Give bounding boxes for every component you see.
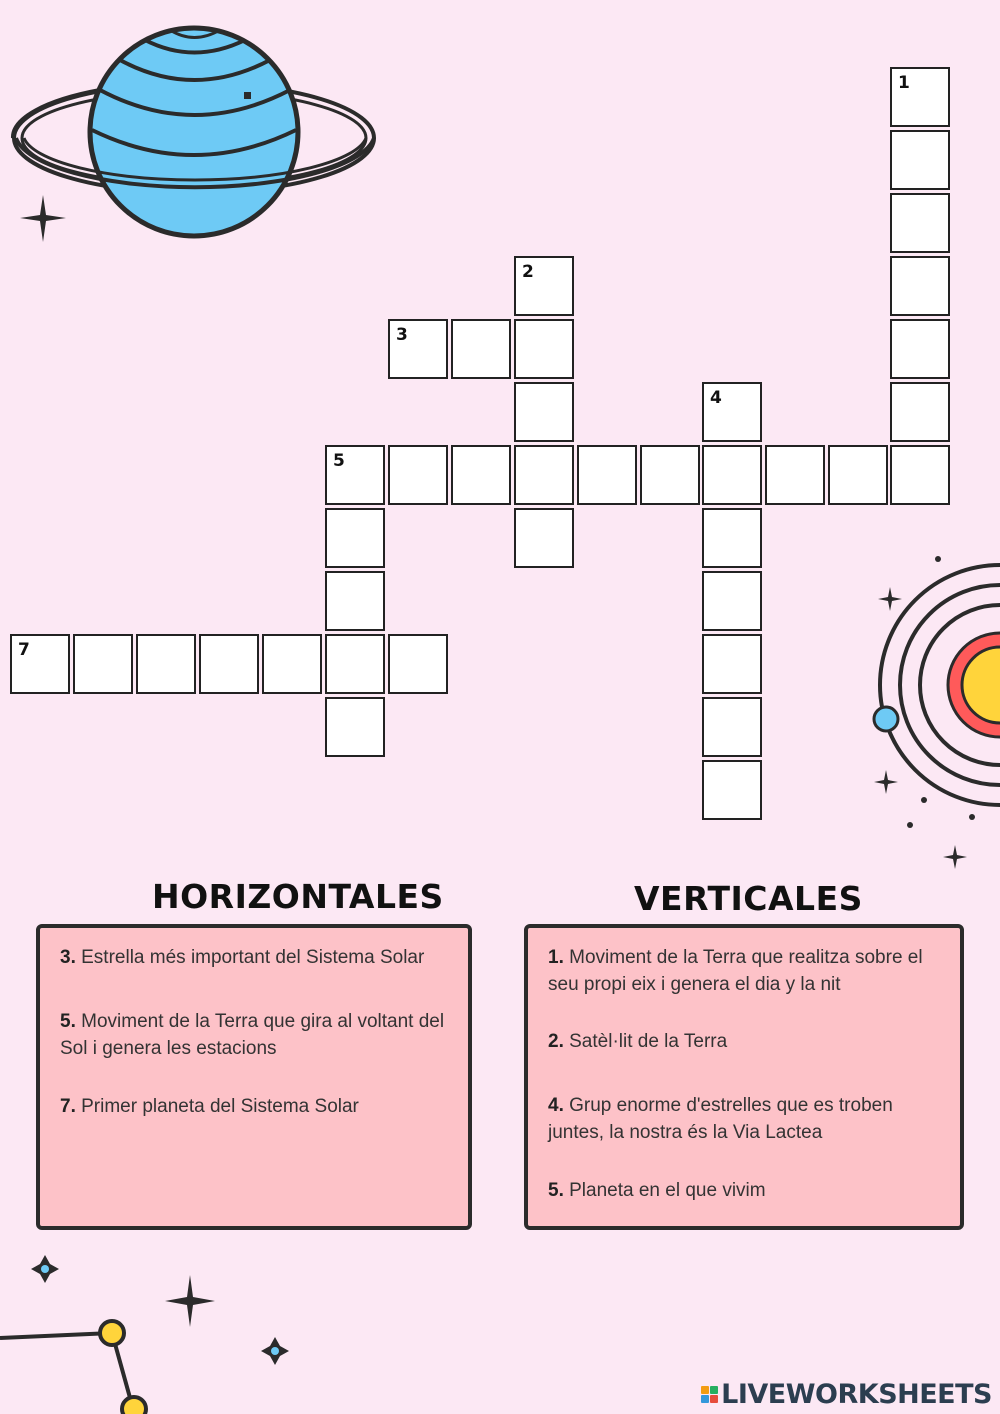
cell-input[interactable] <box>201 636 257 692</box>
cell-input[interactable] <box>704 510 760 566</box>
cell-input[interactable] <box>75 636 131 692</box>
horizontal-clue-7 <box>60 1093 460 1120</box>
cell-input[interactable] <box>830 447 886 503</box>
cell-1-6[interactable] <box>890 382 950 442</box>
cell-5h-5[interactable] <box>577 445 637 505</box>
cell-7-5[interactable] <box>262 634 322 694</box>
cell-input[interactable] <box>704 762 760 818</box>
clue-num: 1. <box>548 947 564 968</box>
cell-4-5[interactable] <box>702 634 762 694</box>
cell-input[interactable] <box>579 447 635 503</box>
clue-text: Grup enorme d'estrelles que es troben juntes, la nostra és la Via Lactea <box>548 1095 893 1143</box>
solar-system-icon <box>860 545 1000 875</box>
cell-input[interactable] <box>516 384 572 440</box>
cell-input[interactable] <box>642 447 698 503</box>
brand-name: LIVEWORKSHEETS <box>721 1379 992 1410</box>
cell-input[interactable] <box>704 636 760 692</box>
cell-5h-8[interactable] <box>765 445 825 505</box>
cell-7-2[interactable] <box>73 634 133 694</box>
cell-5v-3[interactable] <box>325 571 385 631</box>
cell-1-2[interactable] <box>890 130 950 190</box>
cell-2-5[interactable] <box>514 508 574 568</box>
cell-input[interactable] <box>453 321 509 377</box>
cell-input[interactable] <box>327 573 383 629</box>
cell-input[interactable] <box>12 636 68 692</box>
cell-1-5[interactable] <box>890 319 950 379</box>
cell-2-2[interactable] <box>514 319 574 379</box>
vertical-clue-5 <box>548 1177 948 1204</box>
cell-input[interactable] <box>704 573 760 629</box>
cell-5h-9[interactable] <box>828 445 888 505</box>
cell-5v-2[interactable] <box>325 508 385 568</box>
cell-5h-10[interactable] <box>890 445 950 505</box>
horizontal-clue-3 <box>60 944 460 971</box>
cell-input[interactable] <box>390 447 446 503</box>
cell-input[interactable] <box>704 699 760 755</box>
cell-input[interactable] <box>516 447 572 503</box>
clue-text: Moviment de la Terra que realitza sobre el seu propi eix i genera el dia y la nit <box>548 947 923 995</box>
cell-input[interactable] <box>327 447 383 503</box>
cell-5h-4[interactable] <box>514 445 574 505</box>
clue-number-2: 2 <box>522 262 534 282</box>
cell-input[interactable] <box>138 636 194 692</box>
liveworksheets-logo-icon <box>701 1386 718 1403</box>
cell-3-1[interactable] <box>388 319 448 379</box>
cell-1-3[interactable] <box>890 193 950 253</box>
cell-input[interactable] <box>516 510 572 566</box>
clue-number-4: 4 <box>710 388 722 408</box>
planet-icon <box>0 20 400 260</box>
vertical-clue-4 <box>548 1092 948 1146</box>
cell-input[interactable] <box>892 384 948 440</box>
cell-input[interactable] <box>704 384 760 440</box>
cell-input[interactable] <box>892 132 948 188</box>
cell-7-3[interactable] <box>136 634 196 694</box>
cell-7-6[interactable] <box>325 634 385 694</box>
cell-3-2[interactable] <box>451 319 511 379</box>
cell-4-7[interactable] <box>702 760 762 820</box>
clue-text: Primer planeta del Sistema Solar <box>75 1096 359 1117</box>
cell-input[interactable] <box>892 447 948 503</box>
cell-1-1[interactable] <box>890 67 950 127</box>
cell-input[interactable] <box>327 636 383 692</box>
horizontales-heading: HORIZONTALES <box>152 877 444 916</box>
clue-num: 2. <box>548 1031 564 1052</box>
cell-5h-6[interactable] <box>640 445 700 505</box>
clue-num: 4. <box>548 1095 564 1116</box>
cell-input[interactable] <box>892 195 948 251</box>
vertical-clue-1 <box>548 944 948 998</box>
liveworksheets-brand[interactable] <box>701 1379 992 1410</box>
cell-input[interactable] <box>892 69 948 125</box>
vertical-clue-2 <box>548 1028 948 1055</box>
cell-4-1[interactable] <box>702 382 762 442</box>
cell-5v-5[interactable] <box>325 697 385 757</box>
cell-7-4[interactable] <box>199 634 259 694</box>
cell-5h-1[interactable] <box>325 445 385 505</box>
cell-input[interactable] <box>516 258 572 314</box>
clue-text: Estrella més important del Sistema Solar <box>75 947 425 968</box>
clue-text: Planeta en el que vivim <box>563 1180 766 1201</box>
cell-7-1[interactable] <box>10 634 70 694</box>
clue-number-1: 1 <box>898 73 910 93</box>
clue-number-5: 5 <box>333 451 345 471</box>
cell-input[interactable] <box>453 447 509 503</box>
clue-text: Moviment de la Terra que gira al voltant del Sol i genera les estacions <box>60 1011 445 1059</box>
cell-input[interactable] <box>264 636 320 692</box>
cell-input[interactable] <box>516 321 572 377</box>
clue-number-3: 3 <box>396 325 408 345</box>
verticales-heading: VERTICALES <box>634 879 863 918</box>
cell-5h-2[interactable] <box>388 445 448 505</box>
clue-num: 5. <box>548 1180 564 1201</box>
cell-5h-3[interactable] <box>451 445 511 505</box>
cell-4-6[interactable] <box>702 697 762 757</box>
clue-num: 3. <box>60 947 76 968</box>
clue-text: Satèl·lit de la Terra <box>563 1031 728 1052</box>
cell-input[interactable] <box>390 636 446 692</box>
cell-input[interactable] <box>704 447 760 503</box>
cell-4-4[interactable] <box>702 571 762 631</box>
cell-4-3[interactable] <box>702 508 762 568</box>
cell-1-4[interactable] <box>890 256 950 316</box>
clue-num: 5. <box>60 1011 76 1032</box>
cell-input[interactable] <box>327 510 383 566</box>
cell-7-7[interactable] <box>388 634 448 694</box>
cell-5h-7[interactable] <box>702 445 762 505</box>
cell-input[interactable] <box>767 447 823 503</box>
cell-input[interactable] <box>327 699 383 755</box>
cell-input[interactable] <box>892 258 948 314</box>
horizontal-clue-5 <box>60 1008 460 1062</box>
clue-number-7: 7 <box>18 640 30 660</box>
clue-num: 7. <box>60 1096 76 1117</box>
cell-2-3[interactable] <box>514 382 574 442</box>
constellation-icon <box>0 1245 300 1414</box>
cell-2-1[interactable] <box>514 256 574 316</box>
cell-input[interactable] <box>390 321 446 377</box>
cell-input[interactable] <box>892 321 948 377</box>
